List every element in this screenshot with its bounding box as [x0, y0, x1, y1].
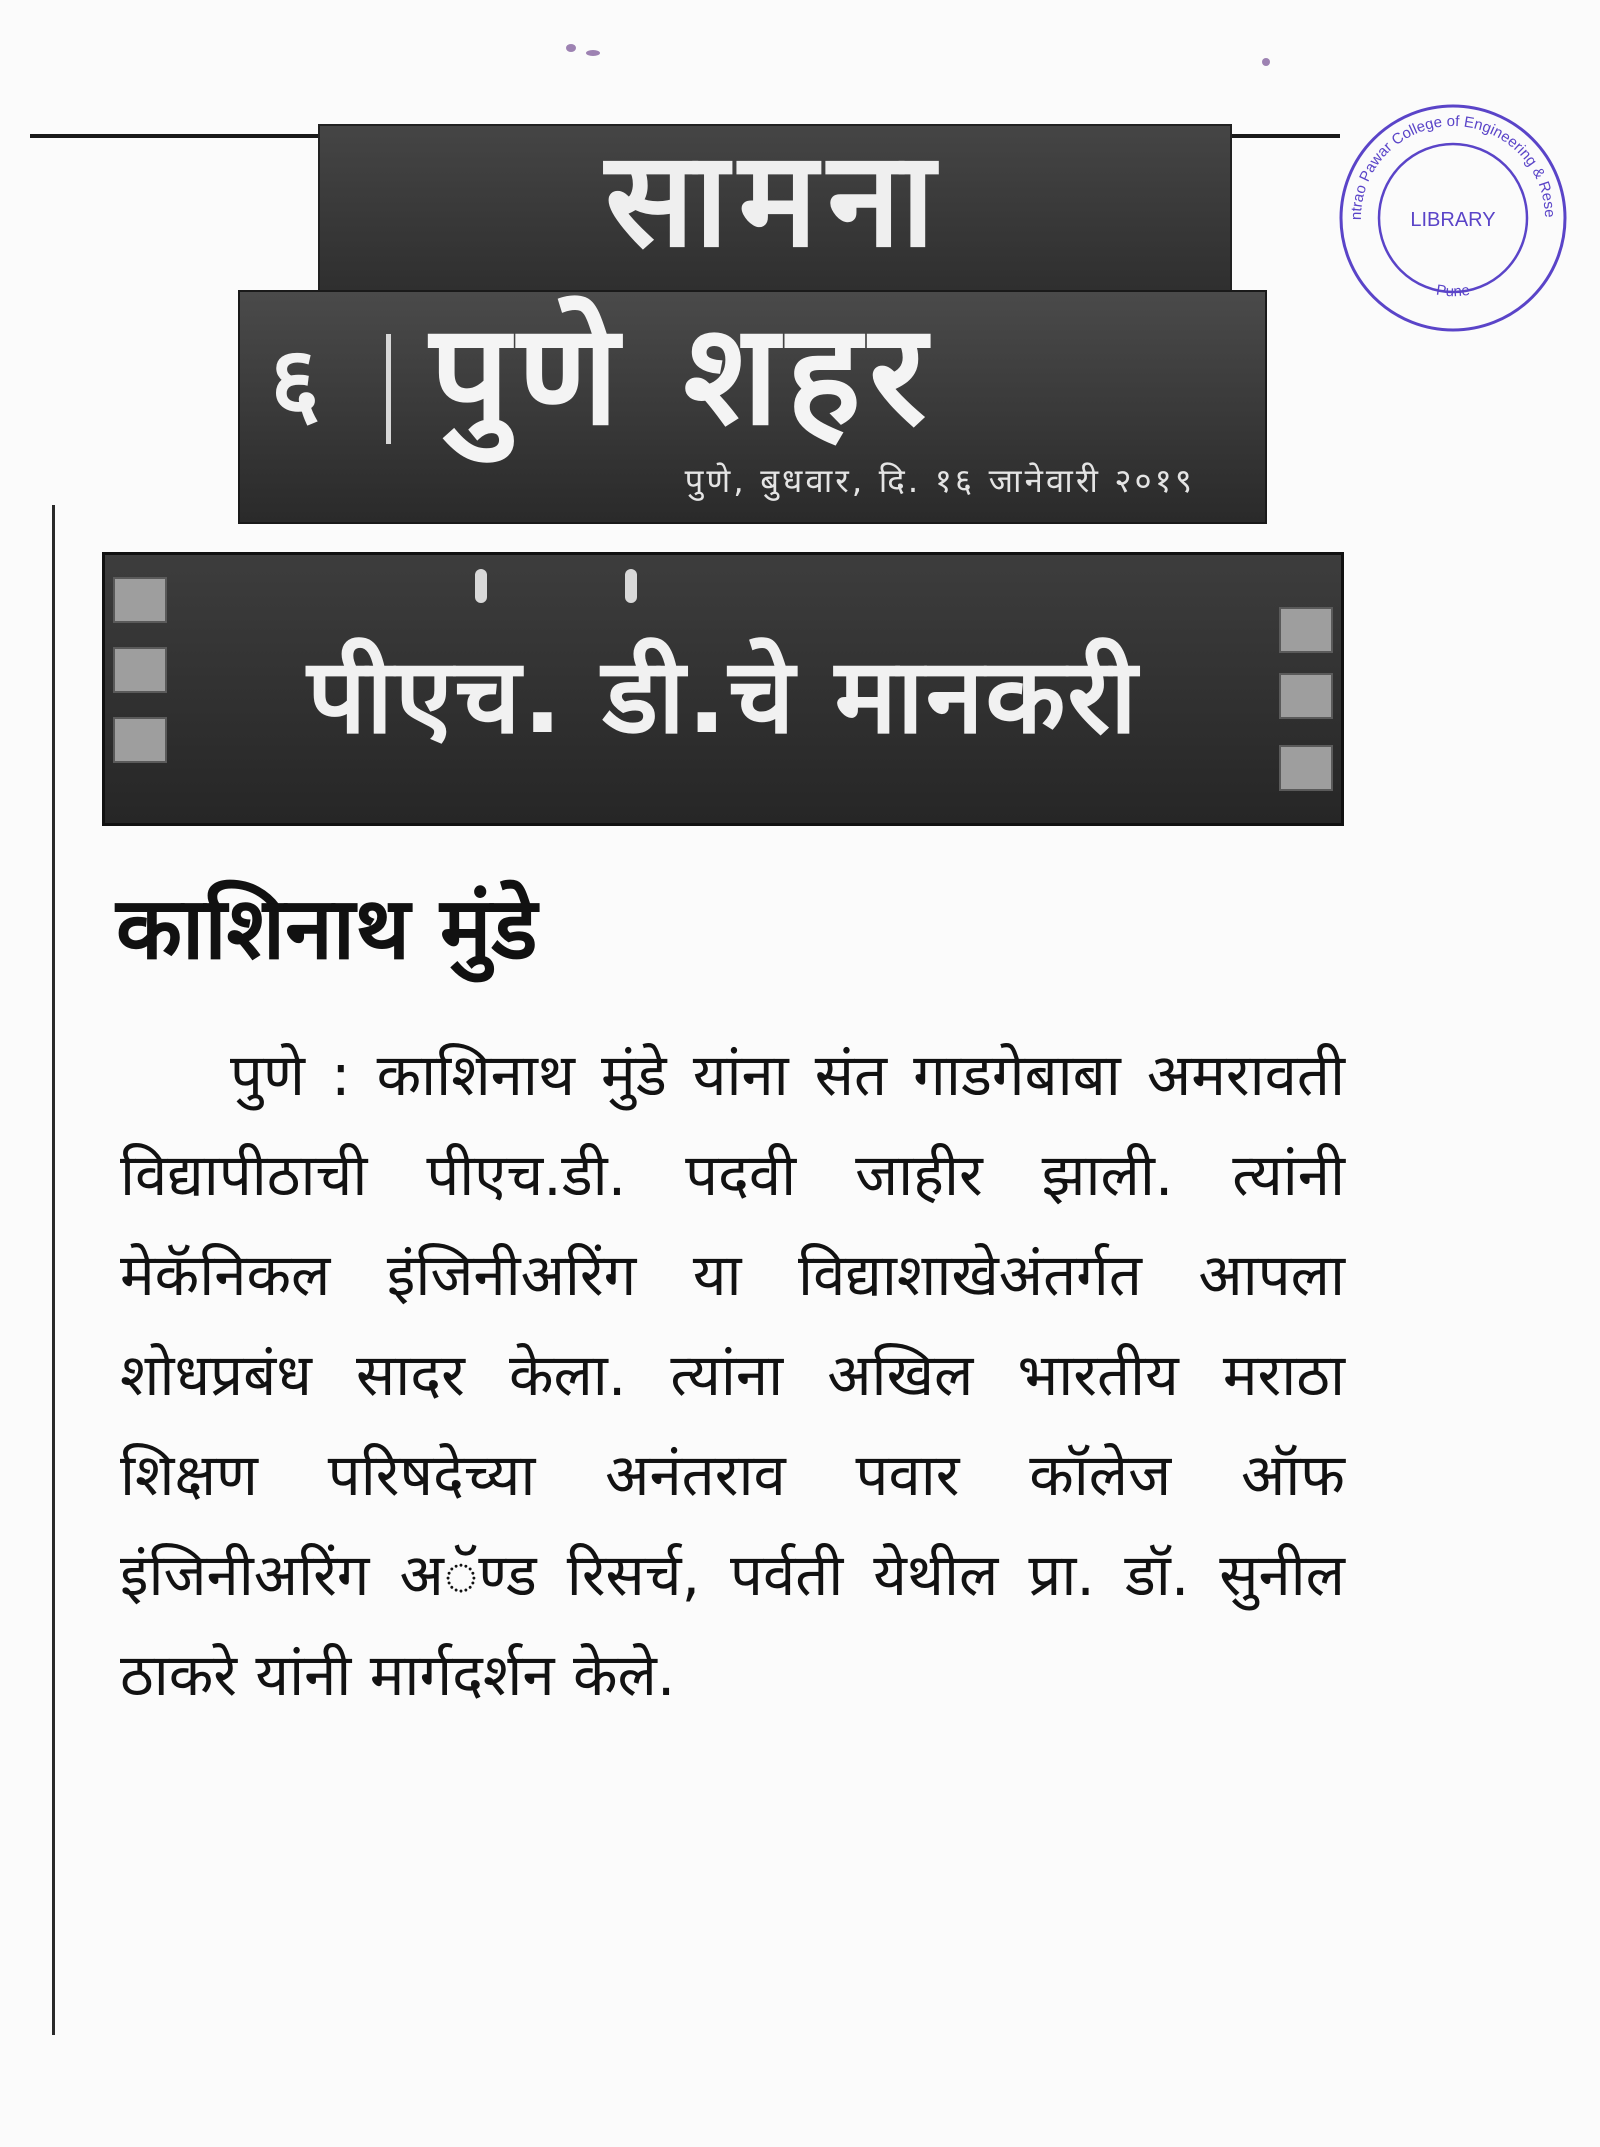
masthead-section-bar [238, 290, 1267, 524]
stamp-bottom-text: Pune [1434, 281, 1472, 301]
stamp-center-text: LIBRARY [1410, 209, 1496, 231]
banner-title: पीएच. डी.चे मानकरी [307, 635, 1139, 757]
article-headline: काशिनाथ मुंडे [116, 879, 538, 979]
stamp-seal-icon [1333, 98, 1573, 338]
article-body [120, 1025, 1345, 1725]
film-perforation [1279, 745, 1333, 791]
edition-separator [386, 334, 391, 444]
dateline: पुणे, बुधवार, दि. १६ जानेवारी २०१९ [684, 461, 1195, 500]
feature-banner [102, 552, 1344, 826]
film-pin [475, 569, 487, 603]
film-perforation [1279, 673, 1333, 719]
film-perforation [1279, 607, 1333, 653]
stamp-ring-text: ntrao Pawar College of Engineering & Rese [1347, 112, 1559, 221]
film-pin [625, 569, 637, 603]
masthead-paper-name [318, 124, 1232, 298]
film-perforation [113, 647, 167, 693]
article-body-text: पुणे : काशिनाथ मुंडे यांना संत गाडगेबाबा अमरावती विद्यापीठाची पीएच.डी. पदवी जाहीर झाली. त्यांनी मेकॅनिकल इंजिनीअरिंग या विद्याशाखेअंतर्गत आपला शोधप्रबंध सादर केला. त्यांना अखिल भारतीय मराठा शिक्षण परिषदेच्या अनंतराव पवार कॉलेज ऑफ इंजिनीअरिंग अॅण्ड रिसर्च, पर्वती येथील प्रा. डॉ. सुनील ठाकरे यांनी मार्गदर्शन केले. [120, 1041, 1345, 1709]
edition-page-number: ६ [270, 326, 320, 438]
section-name: पुणे शहर [430, 294, 935, 457]
column-rule [52, 505, 55, 2035]
paper-name: सामना [605, 123, 945, 277]
library-stamp [1333, 98, 1573, 338]
scan-speck [1262, 58, 1270, 66]
film-perforation [113, 717, 167, 763]
scan-speck [586, 50, 600, 56]
film-perforation [113, 577, 167, 623]
scan-speck [566, 44, 576, 52]
